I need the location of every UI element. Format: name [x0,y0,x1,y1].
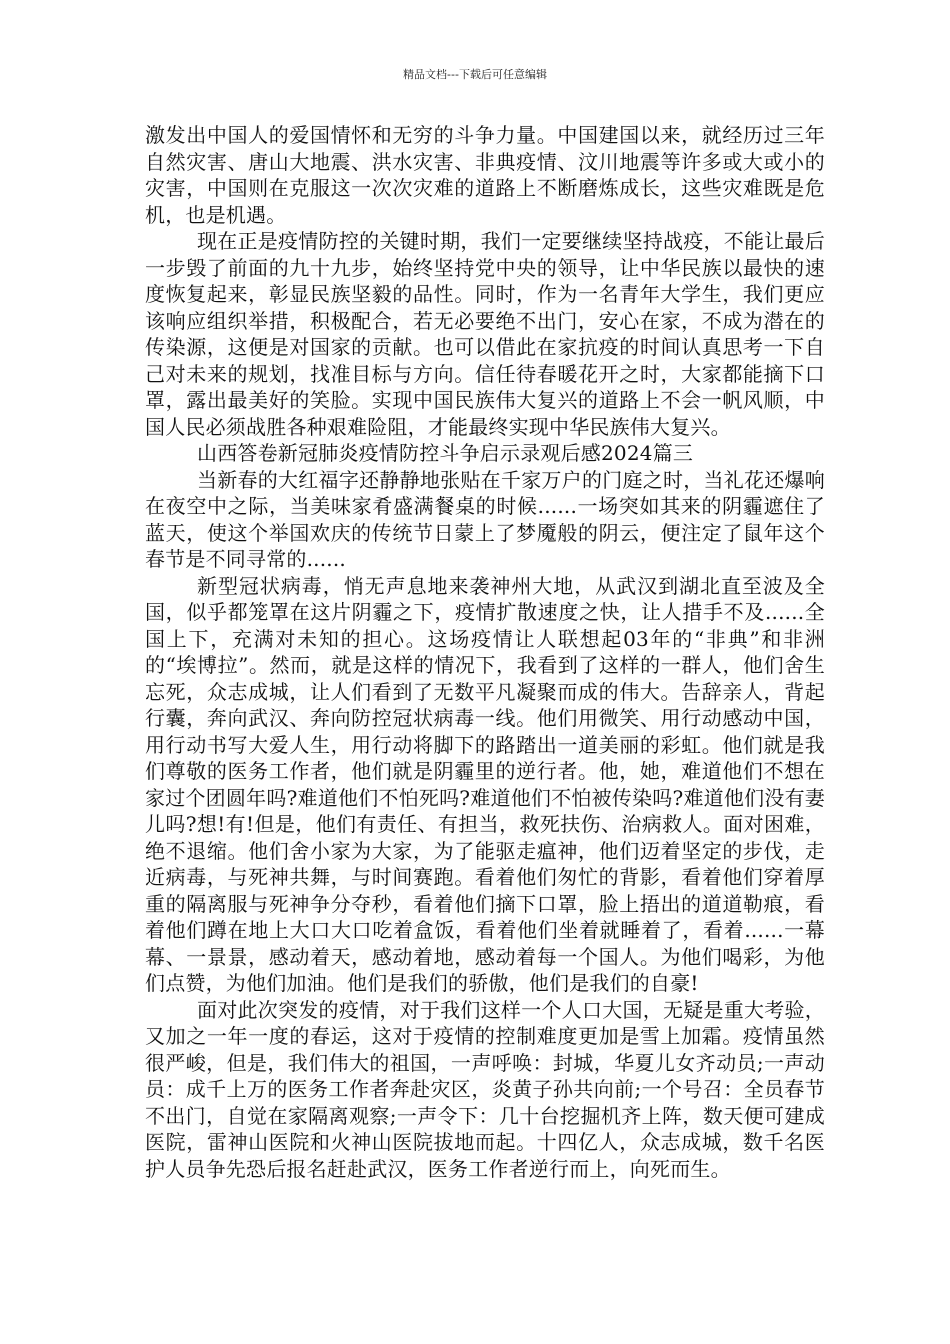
document-body [145,122,825,1182]
section-title: 山西答卷新冠肺炎疫情防控斗争启示录观后感2024篇三 [197,441,694,465]
paragraph-continuation: 激发出中国人的爱国情怀和无穷的斗争力量。中国建国以来，就经历过三年自然灾害、唐山大地震、洪水灾害、非典疫情、汶川地震等许多或大或小的灾害，中国则在克服这一次次灾难的道路上不断磨炼成长，这些灾难既是危机，也是机遇。 [145,123,825,227]
paragraph: 现在正是疫情防控的关键时期，我们一定要继续坚持战疫，不能让最后一步毁了前面的九十九步，始终坚持党中央的领导，让中华民族以最快的速度恢复起来，彰显民族坚毅的品性。同时，作为一名青年大学生，我们更应该响应组织举措，积极配合，若无必要绝不出门，安心在家，不成为潜在的传染源，这便是对国家的贡献。也可以借此在家抗疫的时间认真思考一下自己对未来的规划，找准目标与方向。信任待春暖花开之时，大家都能摘下口罩，露出最美好的笑脸。实现中国民族伟大复兴的道路上不会一帆风顺，中国人民必须战胜各种艰难险阻，才能最终实现中华民族伟大复兴。 [145,229,825,439]
page-header: 精品文档---下载后可任意编辑 [403,68,547,81]
paragraph: 当新春的大红福字还静静地张贴在千家万户的门庭之时，当礼花还爆响在夜空中之际，当美味家肴盛满餐桌的时候......一场突如其来的阴霾遮住了蓝天，使这个举国欢庆的传统节日蒙上了梦魇般的阴云，便注定了鼠年这个春节是不同寻常的...... [145,467,825,571]
paragraph: 新型冠状病毒，悄无声息地来袭神州大地，从武汉到湖北直至波及全国，似乎都笼罩在这片阴霾之下，疫情扩散速度之快，让人措手不及......全国上下，充满对未知的担心。这场疫情让人联想起03年的“非典”和非洲的“埃博拉”。然而，就是这样的情况下，我看到了这样的一群人，他们舍生忘死，众志成城，让人们看到了无数平凡凝聚而成的伟大。告辞亲人，背起行囊，奔向武汉、奔向防控冠状病毒一线。他们用微笑、用行动感动中国，用行动书写大爱人生，用行动将脚下的路踏出一道美丽的彩虹。他们就是我们尊敬的医务工作者，他们就是阴霾里的逆行者。他，她，难道他们不想在家过个团圆年吗?难道他们不怕死吗?难道他们不怕被传染吗?难道他们没有妻儿吗?想!有!但是，他们有责任、有担当，救死扶伤、治病救人。面对困难，绝不退缩。他们舍小家为大家，为了能驱走瘟神，他们迈着坚定的步伐，走近病毒，与死神共舞，与时间赛跑。看着他们匆忙的背影，看着他们穿着厚重的隔离服与死神争分夺秒，看着他们摘下口罩，脸上捂出的道道勒痕，看着他们蹲在地上大口大口吃着盒饭，看着他们坐着就睡着了，看着......一幕幕、一景景，感动着天，感动着地，感动着每一个国人。为他们喝彩，为他们点赞，为他们加油。他们是我们的骄傲，他们是我们的自豪! [145,573,825,995]
paragraph: 面对此次突发的疫情，对于我们这样一个人口大国，无疑是重大考验，又加之一年一度的春运，这对于疫情的控制难度更加是雪上加霜。疫情虽然很严峻，但是，我们伟大的祖国，一声呼唤：封城，华夏儿女齐动员;一声动员：成千上万的医务工作者奔赴灾区，炎黄子孙共向前;一个号召：全员春节不出门，自觉在家隔离观察;一声令下：几十台挖掘机齐上阵，数天便可建成医院，雷神山医院和火神山医院拔地而起。十四亿人，众志成城，数千名医护人员争先恐后报名赶赴武汉，医务工作者逆行而上，向死而生。 [145,997,825,1181]
